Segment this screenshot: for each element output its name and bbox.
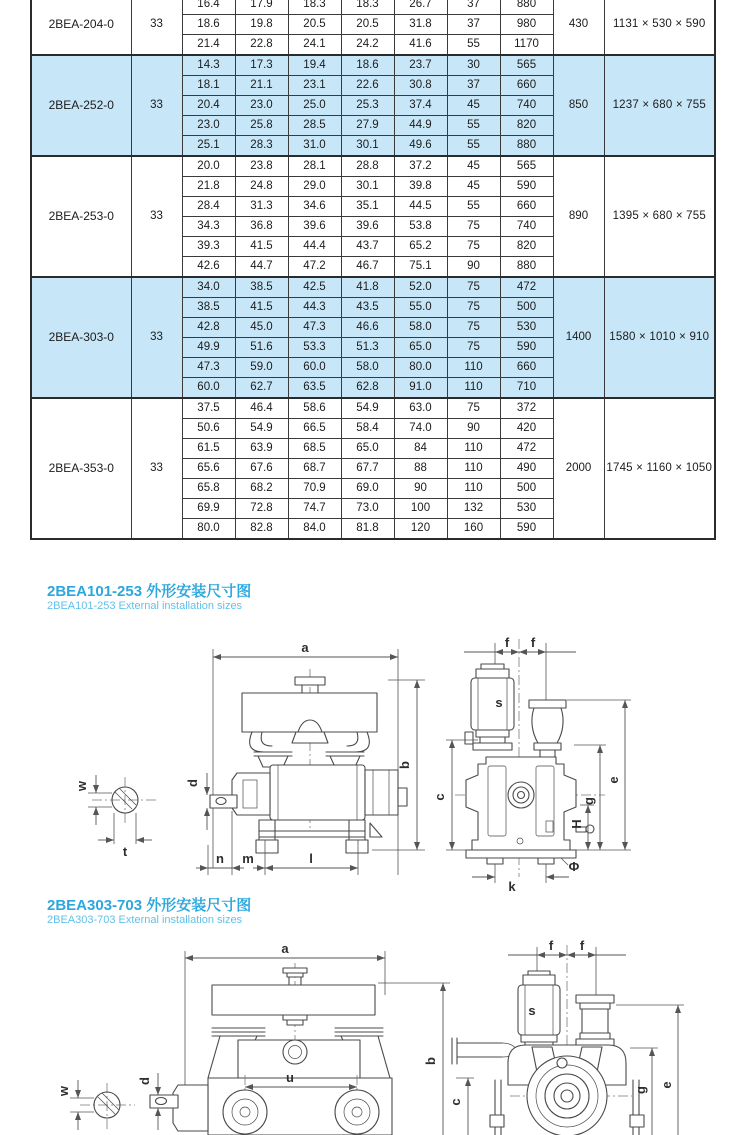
data-cell: 18.3: [341, 0, 394, 15]
data-cell: 37.5: [182, 398, 235, 419]
dim-label-w: w: [56, 1085, 71, 1097]
motor-label-s: s: [495, 695, 503, 710]
data-cell: 55: [447, 116, 500, 136]
data-cell: 660: [500, 197, 553, 217]
data-cell: 51.6: [235, 338, 288, 358]
table-row: [31, 55, 715, 76]
data-cell: 44.7: [235, 257, 288, 278]
data-cell: 24.2: [341, 35, 394, 56]
data-cell: 74.7: [288, 499, 341, 519]
data-cell: 63.0: [394, 398, 447, 419]
data-cell: 980: [500, 15, 553, 35]
installation-drawing-2bea101-253: [40, 625, 700, 893]
data-cell: 14.3: [182, 55, 235, 76]
data-cell: 43.5: [341, 298, 394, 318]
data-cell: 84.0: [288, 519, 341, 540]
data-cell: 58.0: [394, 318, 447, 338]
data-cell: 75.1: [394, 257, 447, 278]
data-cell: 660: [500, 76, 553, 96]
section-heading-2: [47, 897, 251, 927]
data-cell: 38.5: [235, 277, 288, 298]
pump-side-view: [150, 951, 474, 1135]
data-cell: 53.8: [394, 217, 447, 237]
data-cell: 50.6: [182, 419, 235, 439]
dim-label-n: n: [216, 851, 224, 866]
dim-label-f-left: f: [548, 938, 554, 953]
shaft-section-detail: [88, 775, 158, 844]
data-cell: 39.6: [288, 217, 341, 237]
data-cell: 24.8: [235, 177, 288, 197]
data-cell: 160: [447, 519, 500, 540]
data-cell: 44.3: [288, 298, 341, 318]
pump-end-view: [452, 945, 684, 1135]
data-cell: 110: [447, 378, 500, 399]
dims-cell: 1745 × 1160 × 1050: [604, 398, 715, 539]
dims-cell: 1131 × 530 × 590: [604, 0, 715, 55]
data-cell: 55: [447, 136, 500, 157]
model-cell: 2BEA-303-0: [31, 277, 131, 398]
section-title-zh: 2BEA101-253 外形安装尺寸图: [47, 583, 252, 600]
data-cell: 54.9: [341, 398, 394, 419]
dim-label-f-right: f: [530, 635, 536, 650]
data-cell: 73.0: [341, 499, 394, 519]
data-cell: 25.0: [288, 96, 341, 116]
model-cell: 2BEA-252-0: [31, 55, 131, 156]
dim-label-f-right: f: [579, 938, 585, 953]
section-title-en: 2BEA303-703 External installation sizes: [47, 914, 243, 926]
data-cell: 19.8: [235, 15, 288, 35]
data-cell: 18.3: [288, 0, 341, 15]
data-cell: 46.6: [341, 318, 394, 338]
data-cell: 49.9: [182, 338, 235, 358]
data-cell: 132: [447, 499, 500, 519]
data-cell: 39.6: [341, 217, 394, 237]
data-cell: 75: [447, 217, 500, 237]
data-cell: 20.4: [182, 96, 235, 116]
data-cell: 62.8: [341, 378, 394, 399]
data-cell: 69.9: [182, 499, 235, 519]
data-cell: 31.8: [394, 15, 447, 35]
data-cell: 47.2: [288, 257, 341, 278]
data-cell: 31.0: [288, 136, 341, 157]
data-cell: 37: [447, 76, 500, 96]
data-cell: 420: [500, 419, 553, 439]
data-cell: 31.3: [235, 197, 288, 217]
table-row: [31, 277, 715, 298]
dim-label-phi: Φ: [568, 859, 580, 874]
data-cell: 530: [500, 499, 553, 519]
data-cell: 23.0: [182, 116, 235, 136]
weight-cell: 1400: [553, 277, 604, 398]
data-cell: 16.4: [182, 0, 235, 15]
data-cell: 44.5: [394, 197, 447, 217]
data-cell: 565: [500, 156, 553, 177]
data-cell: 530: [500, 318, 553, 338]
data-cell: 60.0: [288, 358, 341, 378]
data-cell: 26.7: [394, 0, 447, 15]
dim-label-m: m: [242, 851, 254, 866]
data-cell: 44.9: [394, 116, 447, 136]
data-cell: 53.3: [288, 338, 341, 358]
pump-end-view: [446, 639, 631, 883]
dim-label-g: g: [581, 797, 596, 805]
dims-cell: 1237 × 680 × 755: [604, 55, 715, 156]
data-cell: 72.8: [235, 499, 288, 519]
data-cell: 88: [394, 459, 447, 479]
dim-label-w: w: [74, 780, 89, 792]
spec-table-body: [31, 0, 715, 539]
data-cell: 37: [447, 0, 500, 15]
data-cell: 58.0: [341, 358, 394, 378]
data-cell: 23.8: [235, 156, 288, 177]
data-cell: 110: [447, 358, 500, 378]
data-cell: 28.5: [288, 116, 341, 136]
dim-label-b: b: [423, 1057, 438, 1065]
data-cell: 660: [500, 358, 553, 378]
data-cell: 880: [500, 0, 553, 15]
section-title-en: 2BEA101-253 External installation sizes: [47, 600, 243, 612]
data-cell: 25.1: [182, 136, 235, 157]
data-cell: 75: [447, 338, 500, 358]
data-cell: 46.4: [235, 398, 288, 419]
motor-label-s: s: [528, 1003, 536, 1018]
data-cell: 75: [447, 237, 500, 257]
data-cell: 110: [447, 459, 500, 479]
data-cell: 490: [500, 459, 553, 479]
model-cell: 2BEA-253-0: [31, 156, 131, 277]
dim-label-b: b: [397, 761, 412, 769]
data-cell: 590: [500, 519, 553, 540]
data-cell: 590: [500, 177, 553, 197]
data-cell: 39.8: [394, 177, 447, 197]
data-cell: 65.6: [182, 459, 235, 479]
dim-label-d: d: [137, 1077, 152, 1085]
data-cell: 820: [500, 237, 553, 257]
data-cell: 35.1: [341, 197, 394, 217]
data-cell: 37: [447, 15, 500, 35]
data-cell: 74.0: [394, 419, 447, 439]
data-cell: 42.5: [288, 277, 341, 298]
data-cell: 75: [447, 318, 500, 338]
data-cell: 710: [500, 378, 553, 399]
data-cell: 63.5: [288, 378, 341, 399]
data-cell: 18.1: [182, 76, 235, 96]
data-cell: 17.9: [235, 0, 288, 15]
data-cell: 55: [447, 35, 500, 56]
data-cell: 41.5: [235, 298, 288, 318]
data-cell: 61.5: [182, 439, 235, 459]
data-cell: 68.2: [235, 479, 288, 499]
data-cell: 42.6: [182, 257, 235, 278]
data-cell: 500: [500, 479, 553, 499]
pump-side-view: [196, 649, 425, 875]
data-cell: 820: [500, 116, 553, 136]
data-cell: 68.7: [288, 459, 341, 479]
data-cell: 65.0: [394, 338, 447, 358]
data-cell: 740: [500, 217, 553, 237]
data-cell: 27.9: [341, 116, 394, 136]
weight-cell: 850: [553, 55, 604, 156]
data-cell: 500: [500, 298, 553, 318]
data-cell: 25.3: [341, 96, 394, 116]
data-cell: 67.7: [341, 459, 394, 479]
data-cell: 45.0: [235, 318, 288, 338]
data-cell: 90: [447, 419, 500, 439]
dim-label-u: u: [286, 1070, 294, 1085]
data-cell: 880: [500, 257, 553, 278]
data-cell: 22.8: [235, 35, 288, 56]
table-row: [31, 398, 715, 419]
data-cell: 82.8: [235, 519, 288, 540]
dim-label-g: g: [633, 1086, 648, 1094]
data-cell: 21.8: [182, 177, 235, 197]
data-cell: 75: [447, 298, 500, 318]
data-cell: 22.6: [341, 76, 394, 96]
data-cell: 62.7: [235, 378, 288, 399]
dim-label-f-left: f: [504, 635, 510, 650]
data-cell: 38.5: [182, 298, 235, 318]
data-cell: 34.6: [288, 197, 341, 217]
data-cell: 36.8: [235, 217, 288, 237]
data-cell: 18.6: [182, 15, 235, 35]
data-cell: 81.8: [341, 519, 394, 540]
data-cell: 23.0: [235, 96, 288, 116]
data-cell: 90: [394, 479, 447, 499]
data-cell: 49.6: [394, 136, 447, 157]
dim-label-c: c: [432, 793, 447, 801]
model-cell: 2BEA-353-0: [31, 398, 131, 539]
data-cell: 23.7: [394, 55, 447, 76]
data-cell: 52.0: [394, 277, 447, 298]
data-cell: 43.7: [341, 237, 394, 257]
table-row: [31, 156, 715, 177]
data-cell: 75: [447, 398, 500, 419]
data-cell: 58.4: [341, 419, 394, 439]
data-cell: 29.0: [288, 177, 341, 197]
data-cell: 45: [447, 156, 500, 177]
weight-cell: 430: [553, 0, 604, 55]
data-cell: 75: [447, 277, 500, 298]
dim-label-e: e: [606, 776, 621, 784]
dim-label-h: H: [569, 819, 584, 829]
data-cell: 58.6: [288, 398, 341, 419]
data-cell: 45: [447, 177, 500, 197]
data-cell: 37.2: [394, 156, 447, 177]
data-cell: 41.6: [394, 35, 447, 56]
data-cell: 100: [394, 499, 447, 519]
dims-cell: 1580 × 1010 × 910: [604, 277, 715, 398]
data-cell: 45: [447, 96, 500, 116]
data-cell: 41.8: [341, 277, 394, 298]
data-cell: 65.0: [341, 439, 394, 459]
dim-label-k: k: [508, 879, 516, 893]
data-cell: 69.0: [341, 479, 394, 499]
dim-label-l: l: [309, 851, 313, 866]
data-cell: 30: [447, 55, 500, 76]
data-cell: 65.8: [182, 479, 235, 499]
data-cell: 28.3: [235, 136, 288, 157]
data-cell: 20.0: [182, 156, 235, 177]
model-cell: 2BEA-204-0: [31, 0, 131, 55]
data-cell: 590: [500, 338, 553, 358]
data-cell: 84: [394, 439, 447, 459]
data-cell: 28.8: [341, 156, 394, 177]
data-cell: 41.5: [235, 237, 288, 257]
dim-label-e: e: [659, 1081, 674, 1089]
data-cell: 55: [447, 197, 500, 217]
data-cell: 21.1: [235, 76, 288, 96]
table-row: [31, 0, 715, 15]
data-cell: 20.5: [288, 15, 341, 35]
data-cell: 65.2: [394, 237, 447, 257]
dim-label-d: d: [185, 779, 200, 787]
section-title-zh: 2BEA303-703 外形安装尺寸图: [47, 897, 252, 914]
data-cell: 30.1: [341, 136, 394, 157]
data-cell: 18.6: [341, 55, 394, 76]
dim-label-a: a: [281, 941, 289, 956]
weight-cell: 890: [553, 156, 604, 277]
dims-cell: 1395 × 680 × 755: [604, 156, 715, 277]
data-cell: 472: [500, 439, 553, 459]
installation-drawing-2bea303-703: [40, 935, 750, 1135]
data-cell: 880: [500, 136, 553, 157]
data-cell: 46.7: [341, 257, 394, 278]
data-cell: 19.4: [288, 55, 341, 76]
dim-label-t: t: [122, 844, 128, 859]
data-cell: 23.1: [288, 76, 341, 96]
dim-label-c: c: [448, 1098, 463, 1106]
data-cell: 90: [447, 257, 500, 278]
data-cell: 44.4: [288, 237, 341, 257]
data-cell: 24.1: [288, 35, 341, 56]
speed-cell: 33: [131, 398, 182, 539]
data-cell: 30.8: [394, 76, 447, 96]
data-cell: 70.9: [288, 479, 341, 499]
data-cell: 60.0: [182, 378, 235, 399]
data-cell: 80.0: [394, 358, 447, 378]
data-cell: 59.0: [235, 358, 288, 378]
data-cell: 42.8: [182, 318, 235, 338]
data-cell: 34.3: [182, 217, 235, 237]
data-cell: 37.4: [394, 96, 447, 116]
data-cell: 120: [394, 519, 447, 540]
data-cell: 25.8: [235, 116, 288, 136]
dim-label-a: a: [301, 640, 309, 655]
speed-cell: 33: [131, 55, 182, 156]
data-cell: 54.9: [235, 419, 288, 439]
spec-table: [30, 0, 716, 540]
speed-cell: 33: [131, 156, 182, 277]
speed-cell: 33: [131, 277, 182, 398]
data-cell: 91.0: [394, 378, 447, 399]
data-cell: 55.0: [394, 298, 447, 318]
data-cell: 66.5: [288, 419, 341, 439]
data-cell: 110: [447, 439, 500, 459]
data-cell: 63.9: [235, 439, 288, 459]
data-cell: 47.3: [182, 358, 235, 378]
shaft-section-detail: [70, 1080, 135, 1130]
data-cell: 80.0: [182, 519, 235, 540]
speed-cell: 33: [131, 0, 182, 55]
data-cell: 565: [500, 55, 553, 76]
data-cell: 30.1: [341, 177, 394, 197]
data-cell: 28.4: [182, 197, 235, 217]
data-cell: 67.6: [235, 459, 288, 479]
data-cell: 1170: [500, 35, 553, 56]
data-cell: 740: [500, 96, 553, 116]
data-cell: 47.3: [288, 318, 341, 338]
data-cell: 17.3: [235, 55, 288, 76]
section-heading-1: [47, 583, 251, 613]
data-cell: 472: [500, 277, 553, 298]
data-cell: 34.0: [182, 277, 235, 298]
data-cell: 39.3: [182, 237, 235, 257]
weight-cell: 2000: [553, 398, 604, 539]
data-cell: 110: [447, 479, 500, 499]
data-cell: 20.5: [341, 15, 394, 35]
data-cell: 21.4: [182, 35, 235, 56]
data-cell: 51.3: [341, 338, 394, 358]
data-cell: 372: [500, 398, 553, 419]
data-cell: 68.5: [288, 439, 341, 459]
spec-table-wrap: [30, 0, 714, 540]
data-cell: 28.1: [288, 156, 341, 177]
